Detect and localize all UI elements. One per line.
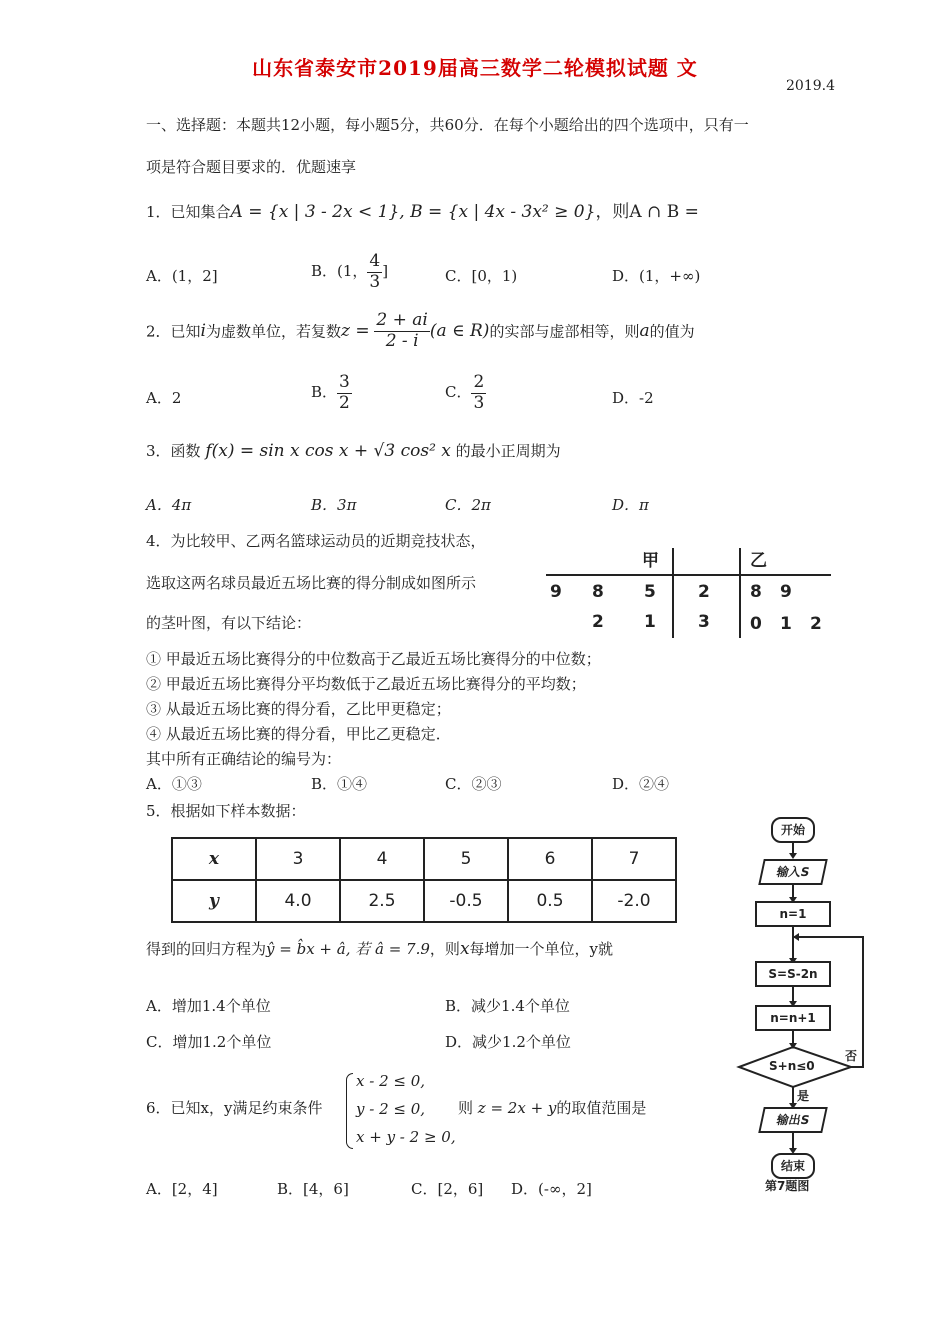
leaf-right-1-1: 8: [750, 582, 762, 602]
q5-prefix: 5．根据如下样本数据：: [146, 802, 306, 820]
q6-suffix: 的取值范围是: [556, 1099, 647, 1117]
page-title: 山东省泰安市2019届高三数学二轮模拟试题 文: [252, 56, 698, 80]
question-3: [146, 440, 561, 461]
leaf-right-2-1: 0: [750, 614, 762, 634]
leaf-left-1-1: 9: [550, 582, 562, 602]
leaf-right-2-3: 2: [810, 614, 822, 634]
q2-option-b-den: 2: [339, 392, 350, 413]
q2-num: 2 + ai: [376, 310, 428, 330]
q2-a: a: [639, 321, 650, 342]
q2-option-c-num: 2: [473, 372, 485, 392]
stem-2: 3: [698, 612, 710, 632]
stem-leaf-vline-right: [739, 548, 741, 638]
q5-x: x: [459, 939, 470, 959]
stem-leaf-head-right: 乙: [750, 551, 767, 571]
q3-function: f(x) = sin x cos x + √3 cos² x: [205, 441, 451, 461]
q2-option-a: A．2: [146, 389, 182, 407]
q2-suffix1: 的实部与虚部相等，则: [489, 322, 640, 341]
constraint-brace: [346, 1073, 353, 1149]
q5-line-prefix: 得到的回归方程为: [146, 940, 267, 958]
q1-prefix: 1．已知集合: [146, 203, 231, 221]
q1-option-b-den: 3: [369, 271, 381, 292]
q1-option-b-num: 4: [369, 251, 381, 271]
q2-den: 2 - i: [385, 330, 419, 351]
q2-suffix2: 的值为: [649, 322, 695, 341]
q6-option-a: A．[2，4]: [146, 1180, 218, 1198]
q5-option-a: A．增加1.4个单位: [146, 997, 271, 1015]
q2-z: z =: [341, 321, 370, 342]
flowchart-caption: 第7题图: [765, 1179, 810, 1193]
q4-statement-2: ② 甲最近五场比赛得分平均数低于乙最近五场比赛得分的平均数；: [146, 675, 586, 693]
q4-statement-1: ① 甲最近五场比赛得分的中位数高于乙最近五场比赛得分的中位数；: [146, 650, 601, 668]
table-cell: 4: [340, 838, 424, 880]
q3-option-d: D．π: [612, 496, 649, 514]
q1-option-b: [311, 252, 388, 292]
flowchart-step-s: S=S-2n: [755, 961, 831, 987]
table-header-y: y: [172, 880, 256, 922]
q3-prefix: 3．函数: [146, 442, 201, 460]
q2-condition: (a ∈ R): [429, 321, 490, 342]
q2-option-c: [445, 373, 486, 413]
q6-constraint-2: y - 2 ≤ 0,: [356, 1100, 426, 1118]
stem-leaf-plot: [546, 546, 831, 638]
table-cell: 3: [256, 838, 340, 880]
q2-option-b-num: 3: [339, 372, 350, 392]
q5-line-suffix: 每增加一个单位，y就: [469, 940, 614, 958]
section-intro-line1: 一、选择题：本题共12小题，每小题5分，共60分．在每个小题给出的四个选项中，只有一: [146, 116, 749, 134]
q6-option-b: B．[4，6]: [277, 1180, 349, 1198]
q5-option-b: B．减少1.4个单位: [445, 997, 570, 1015]
flowchart-start: 开始: [771, 817, 815, 843]
q1-ask: ，则A ∩ B =: [595, 202, 699, 222]
q2-fraction: [374, 311, 429, 351]
q4-option-c: C．②③: [445, 775, 502, 793]
flowchart-condition: S+n≤0: [769, 1059, 815, 1073]
q4-statement-4: ④ 从最近五场比赛的得分看，甲比乙更稳定．: [146, 725, 451, 743]
leaf-right-2-2: 1: [780, 614, 792, 634]
q2-mid: 为虚数单位，若复数: [205, 322, 341, 341]
stem-leaf-head-left: 甲: [642, 551, 659, 571]
table-row-y: [172, 880, 676, 922]
q4-option-a: A．①③: [146, 775, 202, 793]
q1-option-d: D．(1，+∞): [612, 267, 701, 285]
flowchart-yes-label: 是: [797, 1089, 810, 1103]
leaf-left-2-2: 1: [644, 612, 656, 632]
q1-set-b: , B = {x | 4x - 3x² ≥ 0}: [399, 202, 596, 222]
q2-option-b-prefix: B．: [311, 383, 338, 402]
q5-option-c: C．增加1.2个单位: [146, 1033, 272, 1051]
q3-option-c: C．2π: [445, 496, 491, 514]
question-1: [146, 197, 699, 222]
q5-regression-line: [146, 938, 613, 959]
q6-objective: z = 2x + y: [477, 1099, 557, 1117]
flowchart-step-n: n=n+1: [755, 1005, 831, 1031]
q4-ask: 其中所有正确结论的编号为：: [146, 750, 342, 768]
table-cell: 5: [424, 838, 508, 880]
table-cell: 6: [508, 838, 592, 880]
q4-option-b: B．①④: [311, 775, 368, 793]
stem-leaf-vline-left: [672, 548, 674, 638]
leaf-left-1-2: 8: [592, 582, 604, 602]
q6-constraint-1: x - 2 ≤ 0,: [356, 1072, 426, 1090]
q3-option-b: B．3π: [311, 496, 357, 514]
q2-option-b-fraction: [337, 373, 352, 413]
q1-option-b-prefix: B．(1，: [311, 262, 368, 281]
flowchart: [735, 815, 875, 1195]
q2-option-c-den: 3: [473, 392, 485, 413]
table-row-x: [172, 838, 676, 880]
q3-suffix: 的最小正周期为: [455, 442, 561, 460]
leaf-left-2-1: 2: [592, 612, 604, 632]
q1-set-a: A = {x | 3 - 2x < 1}: [230, 202, 400, 222]
q1-option-c: C．[0，1): [445, 267, 518, 285]
stem-1: 2: [698, 582, 710, 602]
q6-constraint-3: x + y - 2 ≥ 0,: [356, 1128, 456, 1146]
q5-line-mid: ，则: [429, 940, 460, 958]
flowchart-no-label: 否: [845, 1049, 858, 1063]
q1-option-a: A．(1，2]: [146, 267, 218, 285]
table-header-x: x: [172, 838, 256, 880]
table-cell: -2.0: [592, 880, 676, 922]
q2-option-c-fraction: [471, 373, 486, 413]
question-2: [146, 311, 695, 351]
q2-i: i: [200, 321, 206, 342]
table-cell: 7: [592, 838, 676, 880]
q4-line2: 选取这两名球员最近五场比赛的得分制成如图所示: [146, 574, 477, 592]
flowchart-init: n=1: [755, 901, 831, 927]
q2-prefix: 2．已知: [146, 322, 201, 341]
q4-line1: 4．为比较甲、乙两名篮球运动员的近期竞技状态，: [146, 532, 486, 550]
table-cell: -0.5: [424, 880, 508, 922]
q4-line3: 的茎叶图，有以下结论：: [146, 614, 312, 632]
flowchart-output: 输出S: [758, 1107, 828, 1133]
table-cell: 2.5: [340, 880, 424, 922]
q1-option-b-suffix: ]: [382, 262, 389, 281]
q4-statement-3: ③ 从最近五场比赛的得分看，乙比甲更稳定；: [146, 700, 451, 718]
q4-option-d: D．②④: [612, 775, 670, 793]
q3-option-a: A．4π: [146, 496, 192, 514]
flowchart-input: 输入S: [758, 859, 828, 885]
leaf-right-1-2: 9: [780, 582, 792, 602]
stem-leaf-hline: [546, 574, 831, 576]
table-cell: 0.5: [508, 880, 592, 922]
q2-option-c-prefix: C．: [445, 383, 472, 402]
q6-prefix: 6．已知x，y满足约束条件: [146, 1099, 323, 1117]
q5-option-d: D．减少1.2个单位: [445, 1033, 571, 1051]
q2-option-d: D．-2: [612, 389, 654, 407]
flowchart-end: 结束: [771, 1153, 815, 1179]
q5-equation: ŷ = b̂x + â, 若 â = 7.9: [266, 940, 430, 958]
q6-mid: 则: [458, 1099, 474, 1117]
section-intro-line2: 项是符合题目要求的．优题速享: [146, 158, 357, 176]
q2-option-b: [311, 373, 352, 413]
sample-data-table: [171, 837, 677, 923]
q6-option-d: D．(-∞，2]: [511, 1180, 592, 1198]
leaf-left-1-3: 5: [644, 582, 656, 602]
exam-date: 2019.4: [786, 78, 835, 94]
q6-option-c: C．[2，6]: [411, 1180, 484, 1198]
q6-question: [458, 1097, 646, 1118]
table-cell: 4.0: [256, 880, 340, 922]
q1-option-b-fraction: [367, 252, 382, 292]
